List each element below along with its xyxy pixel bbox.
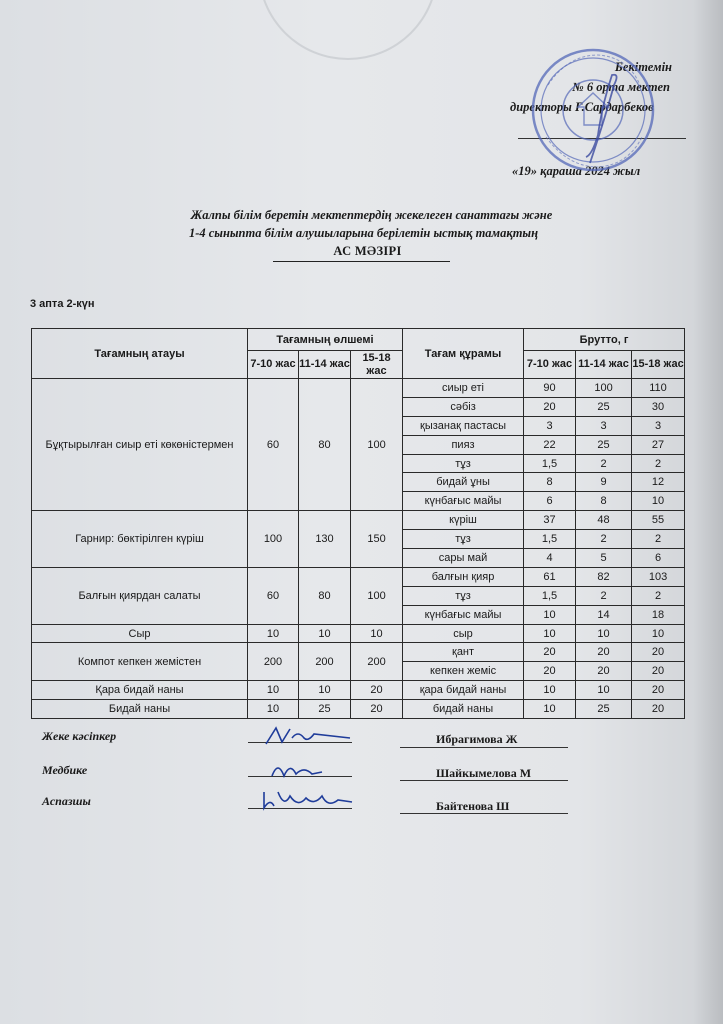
portion-cell: 200 — [299, 643, 351, 681]
dish-name-cell: Қара бидай наны — [32, 681, 248, 700]
brutto-cell: 20 — [632, 700, 685, 719]
school-stamp-seal — [528, 45, 658, 175]
brutto-cell: 10 — [524, 700, 576, 719]
dish-name-cell: Гарнир: бөктірілген күріш — [32, 511, 248, 568]
brutto-cell: 20 — [524, 643, 576, 662]
table-row — [32, 681, 685, 700]
brutto-cell: 110 — [632, 379, 685, 398]
header-portion-age-1: 7-10 жас — [248, 351, 299, 379]
header-portion-age-3: 15-18 жас — [351, 351, 403, 379]
portion-cell: 80 — [299, 379, 351, 511]
portion-cell: 100 — [351, 567, 403, 624]
header-portion-age-2: 11-14 жас — [299, 351, 351, 379]
menu-table-body — [32, 379, 685, 719]
name-cook: Байтенова Ш — [436, 799, 510, 813]
brutto-cell: 10 — [524, 681, 576, 700]
brutto-cell: 10 — [576, 681, 632, 700]
portion-cell: 130 — [299, 511, 351, 568]
approval-line-3: директоры Г.Сардарбеков — [510, 100, 654, 114]
brutto-cell: 20 — [524, 662, 576, 681]
brutto-cell: 37 — [524, 511, 576, 530]
role-entrepreneur: Жеке кәсіпкер — [42, 729, 117, 743]
name-entrepreneur: Ибрагимова Ж — [436, 732, 518, 746]
brutto-cell: 20 — [632, 681, 685, 700]
brutto-cell: 8 — [524, 473, 576, 492]
ingredient-cell: сиыр еті — [403, 379, 524, 398]
brutto-cell: 2 — [576, 454, 632, 473]
brutto-cell: 6 — [524, 492, 576, 511]
ingredient-cell: қызанақ пастасы — [403, 416, 524, 435]
portion-cell: 60 — [248, 567, 299, 624]
portion-cell: 200 — [248, 643, 299, 681]
brutto-cell: 20 — [632, 662, 685, 681]
brutto-cell: 27 — [632, 435, 685, 454]
brutto-cell: 90 — [524, 379, 576, 398]
name-nurse: Шайкымелова М — [436, 766, 532, 780]
handwritten-signature-3 — [258, 786, 358, 812]
portion-cell: 10 — [248, 681, 299, 700]
brutto-cell: 25 — [576, 700, 632, 719]
ingredient-cell: бидай наны — [403, 700, 524, 719]
brutto-cell: 2 — [576, 530, 632, 549]
ingredient-cell: пияз — [403, 435, 524, 454]
brutto-cell: 20 — [576, 662, 632, 681]
role-nurse: Медбике — [42, 763, 88, 777]
portion-cell: 10 — [351, 624, 403, 643]
menu-table — [31, 328, 685, 719]
brutto-cell: 10 — [576, 624, 632, 643]
approval-line-1: Бекітемін — [614, 60, 672, 74]
week-day-label: 3 апта 2-күн — [30, 298, 95, 310]
ingredient-cell: сары май — [403, 549, 524, 568]
brutto-cell: 3 — [576, 416, 632, 435]
menu-title-text: АС МӘЗІРІ — [273, 244, 449, 262]
brutto-cell: 3 — [632, 416, 685, 435]
handwritten-signature-2 — [268, 756, 328, 780]
ingredient-cell: тұз — [403, 586, 524, 605]
dish-name-cell: Балғын қиярдан салаты — [32, 567, 248, 624]
ingredient-cell: күнбағыс майы — [403, 492, 524, 511]
ingredient-cell: сәбіз — [403, 397, 524, 416]
menu-title — [0, 244, 723, 262]
brutto-cell: 2 — [632, 454, 685, 473]
portion-cell: 100 — [248, 511, 299, 568]
dish-name-cell: Бидай наны — [32, 700, 248, 719]
header-dish-name: Тағамның атауы — [32, 329, 248, 379]
portion-cell: 20 — [351, 700, 403, 719]
header-brutto-age-3: 15-18 жас — [632, 351, 685, 379]
brutto-cell: 1,5 — [524, 530, 576, 549]
title-line-1: Жалпы білім беретін мектептердің жекелеген санаттағы және — [190, 208, 553, 222]
brutto-cell: 2 — [632, 530, 685, 549]
brutto-cell: 61 — [524, 567, 576, 586]
portion-cell: 60 — [248, 379, 299, 511]
portion-cell: 20 — [351, 681, 403, 700]
handwritten-signature-1 — [262, 724, 358, 748]
ingredient-cell: кепкен жеміс — [403, 662, 524, 681]
brutto-cell: 1,5 — [524, 586, 576, 605]
ingredient-cell: сыр — [403, 624, 524, 643]
portion-cell: 100 — [351, 379, 403, 511]
brutto-cell: 18 — [632, 605, 685, 624]
brutto-cell: 103 — [632, 567, 685, 586]
ingredient-cell: қара бидай наны — [403, 681, 524, 700]
table-row — [32, 511, 685, 530]
role-cook: Аспазшы — [42, 794, 91, 808]
brutto-cell: 12 — [632, 473, 685, 492]
table-row — [32, 624, 685, 643]
portion-cell: 25 — [299, 700, 351, 719]
name-line-1 — [400, 747, 568, 748]
ingredient-cell: балғын қияр — [403, 567, 524, 586]
header-portion: Тағамның өлшемі — [248, 329, 403, 351]
brutto-cell: 30 — [632, 397, 685, 416]
brutto-cell: 10 — [524, 605, 576, 624]
brutto-cell: 48 — [576, 511, 632, 530]
paper-curl — [258, 0, 438, 60]
ingredient-cell: күріш — [403, 511, 524, 530]
portion-cell: 200 — [351, 643, 403, 681]
ingredient-cell: күнбағыс майы — [403, 605, 524, 624]
brutto-cell: 10 — [632, 492, 685, 511]
portion-cell: 10 — [248, 624, 299, 643]
page-edge-shadow — [693, 0, 723, 1024]
table-row — [32, 379, 685, 398]
header-brutto: Брутто, г — [524, 329, 685, 351]
brutto-cell: 9 — [576, 473, 632, 492]
brutto-cell: 4 — [524, 549, 576, 568]
table-row — [32, 700, 685, 719]
portion-cell: 10 — [299, 624, 351, 643]
header-ingredients: Тағам құрамы — [403, 329, 524, 379]
dish-name-cell: Сыр — [32, 624, 248, 643]
brutto-cell: 100 — [576, 379, 632, 398]
brutto-cell: 1,5 — [524, 454, 576, 473]
brutto-cell: 10 — [632, 624, 685, 643]
ingredient-cell: бидай ұны — [403, 473, 524, 492]
brutto-cell: 25 — [576, 435, 632, 454]
brutto-cell: 3 — [524, 416, 576, 435]
title-line-2: 1-4 сыныпта білім алушыларына берілетін ыстық тамақтың — [188, 226, 539, 240]
approval-date: «19» қараша 2024 жыл — [512, 164, 641, 178]
brutto-cell: 8 — [576, 492, 632, 511]
portion-cell: 10 — [299, 681, 351, 700]
brutto-cell: 20 — [632, 643, 685, 662]
brutto-cell: 10 — [524, 624, 576, 643]
portion-cell: 10 — [248, 700, 299, 719]
brutto-cell: 6 — [632, 549, 685, 568]
brutto-cell: 55 — [632, 511, 685, 530]
brutto-cell: 25 — [576, 397, 632, 416]
brutto-cell: 5 — [576, 549, 632, 568]
brutto-cell: 20 — [576, 643, 632, 662]
portion-cell: 80 — [299, 567, 351, 624]
ingredient-cell: қант — [403, 643, 524, 662]
brutto-cell: 82 — [576, 567, 632, 586]
brutto-cell: 2 — [576, 586, 632, 605]
portion-cell: 150 — [351, 511, 403, 568]
table-row — [32, 643, 685, 662]
ingredient-cell: тұз — [403, 530, 524, 549]
table-row — [32, 567, 685, 586]
brutto-cell: 22 — [524, 435, 576, 454]
brutto-cell: 14 — [576, 605, 632, 624]
header-brutto-age-2: 11-14 жас — [576, 351, 632, 379]
brutto-cell: 20 — [524, 397, 576, 416]
ingredient-cell: тұз — [403, 454, 524, 473]
brutto-cell: 2 — [632, 586, 685, 605]
approval-line-2: № 6 орта мектеп — [572, 80, 670, 94]
dish-name-cell: Компот кепкен жемістен — [32, 643, 248, 681]
header-brutto-age-1: 7-10 жас — [524, 351, 576, 379]
dish-name-cell: Бұқтырылған сиыр еті көкөністермен — [32, 379, 248, 511]
